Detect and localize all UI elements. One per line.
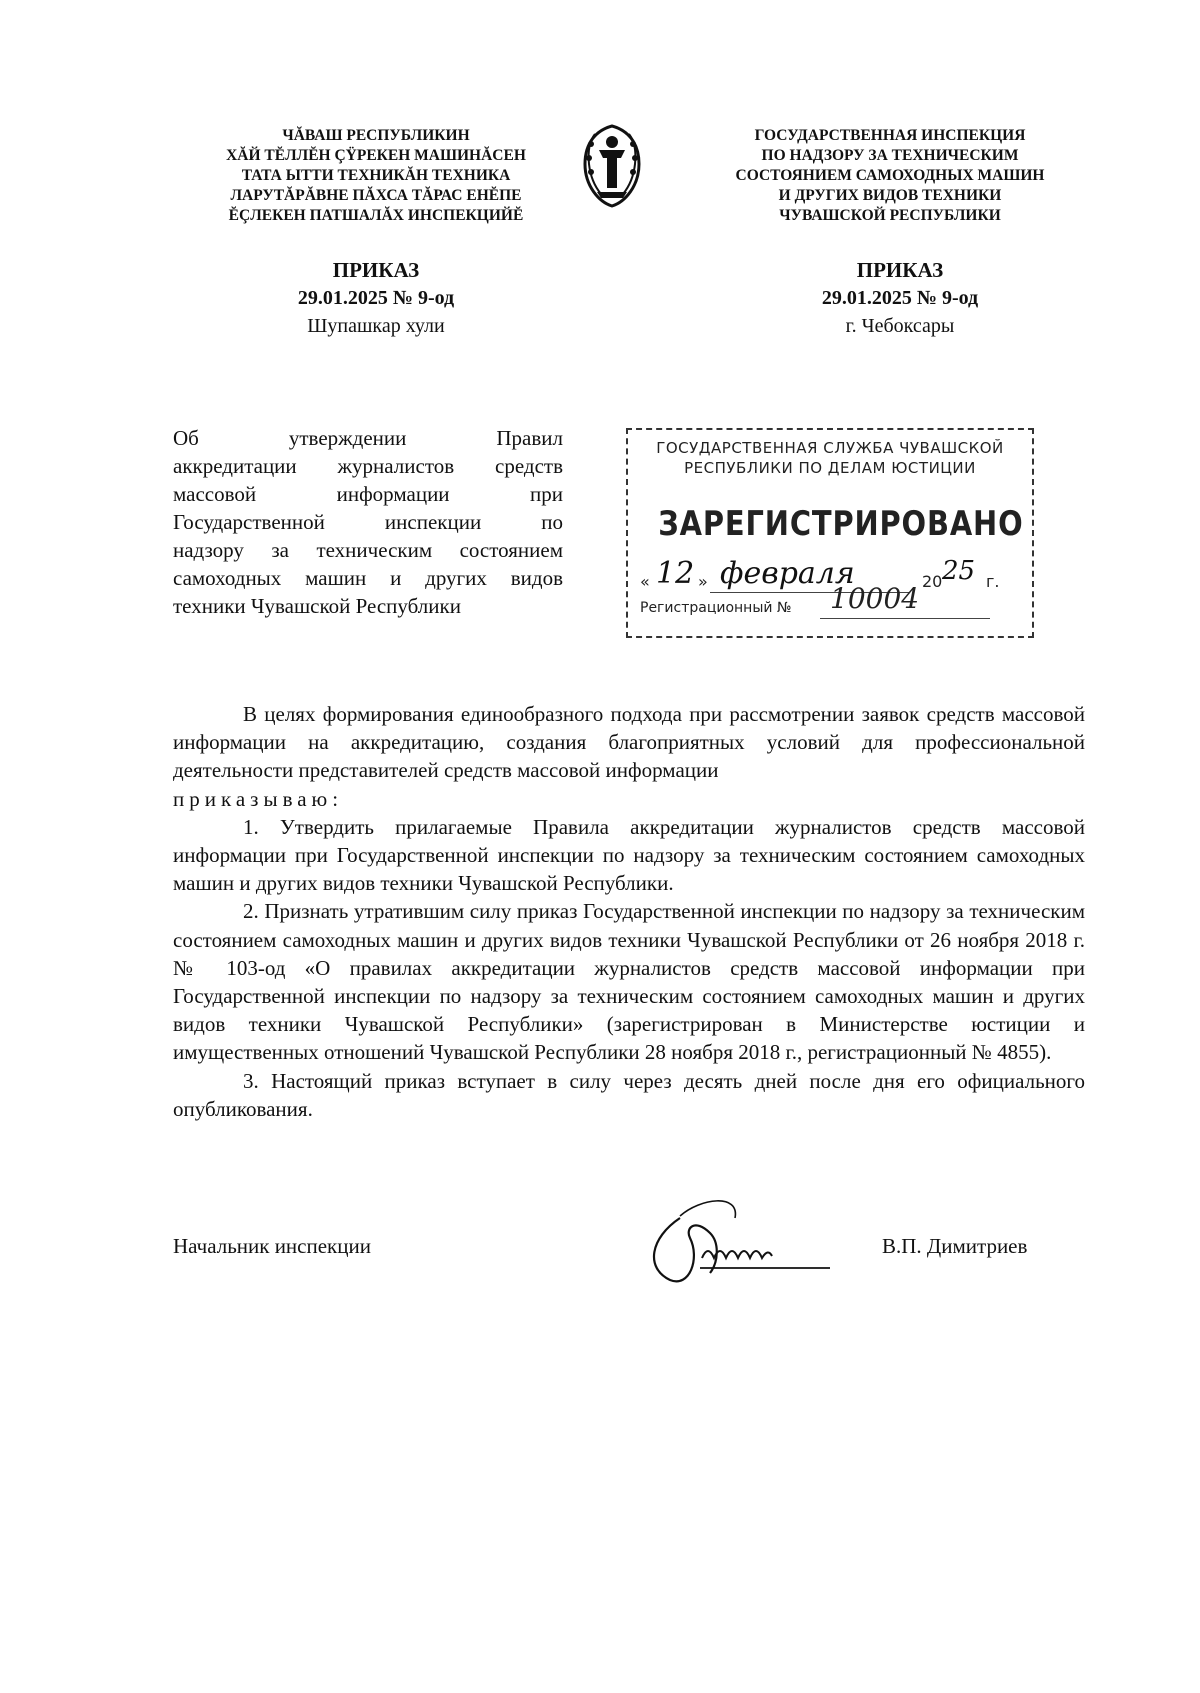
stamp-year-mark: г.: [986, 572, 1000, 591]
header-left-line: ТАТА ЫТТИ ТЕХНИКĂН ТЕХНИКА: [241, 167, 511, 184]
stamp-status: ЗАРЕГИСТРИРОВАНО: [658, 504, 1024, 544]
header-left-line: ХĂЙ ТĔЛЛĔН ÇŸРЕКЕН МАШИНĂСЕН: [226, 147, 526, 164]
stamp-agency-line: РЕСПУБЛИКИ ПО ДЕЛАМ ЮСТИЦИИ: [684, 459, 976, 477]
registration-stamp: [626, 428, 1034, 638]
header-left-chuvash: [196, 126, 556, 226]
stamp-quote-open: «: [640, 572, 650, 591]
header-left-line: ĔÇЛЕКЕН ПАТШАЛĂХ ИНСПЕКЦИЙĔ: [228, 207, 524, 224]
subject-line: массовой информации при: [173, 482, 563, 506]
order-heading-left: [246, 256, 506, 340]
stamp-month: февраля: [720, 556, 855, 591]
order-date-number: 29.01.2025 № 9-од: [297, 287, 455, 309]
stamp-reg-label: Регистрационный №: [640, 600, 792, 616]
handwritten-signature: [640, 1188, 840, 1288]
subject-line: аккредитации журналистов средств: [173, 454, 563, 478]
subject-line: техники Чувашской Республики: [173, 594, 461, 618]
subject-line: Государственной инспекции по: [173, 510, 563, 534]
stamp-year-prefix: 20: [922, 572, 943, 591]
header-right-line: ЧУВАШСКОЙ РЕСПУБЛИКИ: [779, 207, 1001, 224]
signatory-position: Начальник инспекции: [173, 1234, 371, 1258]
emblem-icon: [575, 122, 649, 208]
body-item-2: 2. Признать утратившим силу приказ Государственной инспекции по надзору за техническим состоянием самоходных машин и других видов техники Чувашской Республики от 26 ноября 2018 г. № 103-од «О правилах аккредитации журналистов средств массовой информации при Государственной инспекции по надзору за техническим состоянием самоходных машин и других видов техники Чувашской Республики» (зарегистрирован в Министерстве юстиции и имущественных отношений Чувашской Республики 28 ноября 2018 г., регистрационный № 4855).: [173, 899, 1085, 1065]
order-city: г. Чебоксары: [845, 315, 955, 337]
header-right-line: ПО НАДЗОРУ ЗА ТЕХНИЧЕСКИМ: [761, 147, 1019, 164]
stamp-reg-line: [820, 618, 990, 619]
subject-line: Об утверждении Правил: [173, 426, 563, 450]
header-left-line: ЧĂВАШ РЕСПУБЛИКИН: [282, 127, 470, 144]
body-intro: В целях формирования единообразного подхода при рассмотрении заявок средств массовой информации на аккредитацию, создания благоприятных условий для профессиональной деятельности представителей средств массовой информации: [173, 702, 1085, 783]
order-date-number: 29.01.2025 № 9-од: [821, 287, 979, 309]
header-right-line: СОСТОЯНИЕМ САМОХОДНЫХ МАШИН: [735, 167, 1045, 184]
stamp-registration: [640, 582, 1020, 616]
stamp-reg-number: 10004: [830, 582, 920, 615]
order-subject: [173, 424, 563, 620]
subject-line: надзору за техническим состоянием: [173, 538, 563, 562]
stamp-year-suffix: 25: [942, 556, 976, 586]
signatory-name: В.П. Димитриев: [882, 1234, 1028, 1258]
body-item-1: 1. Утвердить прилагаемые Правила аккредитации журналистов средств массовой информации при Государственной инспекции по надзору за техническим состоянием самоходных машин и других видов техники Чувашской Республики.: [173, 814, 1085, 896]
header-right-line: И ДРУГИХ ВИДОВ ТЕХНИКИ: [778, 187, 1002, 204]
stamp-agency: [628, 438, 1032, 478]
order-heading-right: [770, 256, 1030, 340]
order-body: [173, 700, 1085, 1123]
stamp-day: 12: [656, 556, 695, 591]
body-item-3: 3. Настоящий приказ вступает в силу через десять дней после дня его официального опубликования.: [173, 1068, 1085, 1121]
order-city: Шупашкар хули: [307, 315, 445, 337]
header-right-russian: [700, 126, 1080, 226]
order-title: ПРИКАЗ: [332, 258, 420, 282]
subject-line: самоходных машин и других видов: [173, 566, 563, 590]
order-title: ПРИКАЗ: [856, 258, 944, 282]
header-right-line: ГОСУДАРСТВЕННАЯ ИНСПЕКЦИЯ: [754, 127, 1026, 144]
body-order-word: [173, 785, 1085, 813]
stamp-quote-close: »: [698, 572, 708, 591]
order-word: приказываю:: [173, 786, 344, 811]
header-left-line: ЛАРУТĂРĂВНЕ ПĂХСА ТĂРАС ЕНĔПЕ: [230, 187, 522, 204]
stamp-agency-line: ГОСУДАРСТВЕННАЯ СЛУЖБА ЧУВАШСКОЙ: [656, 439, 1004, 457]
